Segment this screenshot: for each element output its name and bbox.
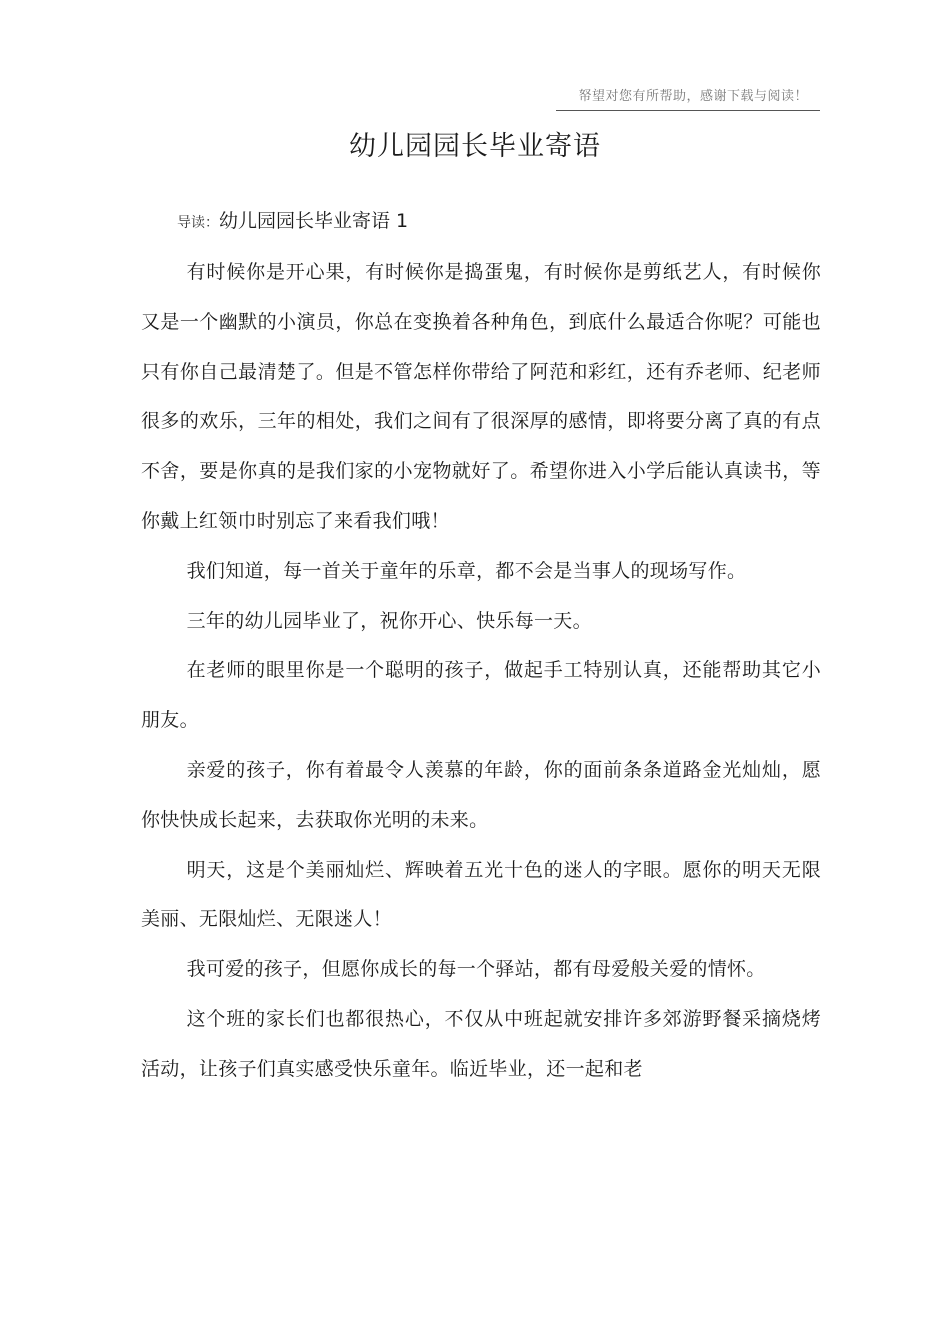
document-title: 幼儿园园长毕业寄语 (349, 131, 601, 162)
lead-line (177, 206, 408, 233)
paragraph: 三年的幼儿园毕业了，祝你开心、快乐每一天。 (186, 609, 592, 632)
paragraph: 我们知道，每一首关于童年的乐章，都不会是当事人的现场写作。 (186, 559, 747, 582)
paragraph: 在老师的眼里你是一个聪明的孩子，做起手工特别认真，还能帮助其它小朋友。 (141, 659, 821, 732)
lead-text: 幼儿园园长毕业寄语 1 (219, 210, 409, 232)
paragraph: 我可爱的孩子，但愿你成长的每一个驿站，都有母爱般关爱的情怀。 (186, 958, 766, 981)
lead-label: 导读： (177, 215, 219, 231)
page-header (556, 84, 820, 111)
paragraph: 有时候你是开心果，有时候你是捣蛋鬼，有时候你是剪纸艺人，有时候你又是一个幽默的小演员，你总在变换着各种角色，到底什么最适合你呢？可能也只有你自己最清楚了。但是不管怎样你带给了阿范和彩红，还有乔老师、纪老师很多的欢乐，三年的相处，我们之间有了很深厚的感情，即将要分离了真的有点不舍，要是你真的是我们家的小宠物就好了。希望你进入小学后能认真读书，等你戴上红领巾时别忘了来看我们哦！ (141, 261, 821, 532)
header-note: 帑望对您有所帮助，感谢下载与阅读！ (578, 89, 808, 104)
paragraph: 亲爱的孩子，你有着最令人羡慕的年龄，你的面前条条道路金光灿灿，愿你快快成长起来，去获取你光明的未来。 (141, 758, 821, 831)
paragraph: 明天，这是个美丽灿烂、辉映着五光十色的迷人的字眼。愿你的明天无限美丽、无限灿烂、无限迷人！ (141, 858, 821, 931)
document-body (141, 248, 821, 1095)
paragraph: 这个班的家长们也都很热心，不仅从中班起就安排许多郊游野餐采摘烧烤活动，让孩子们真实感受快乐童年。临近毕业，还一起和老 (141, 1007, 821, 1080)
